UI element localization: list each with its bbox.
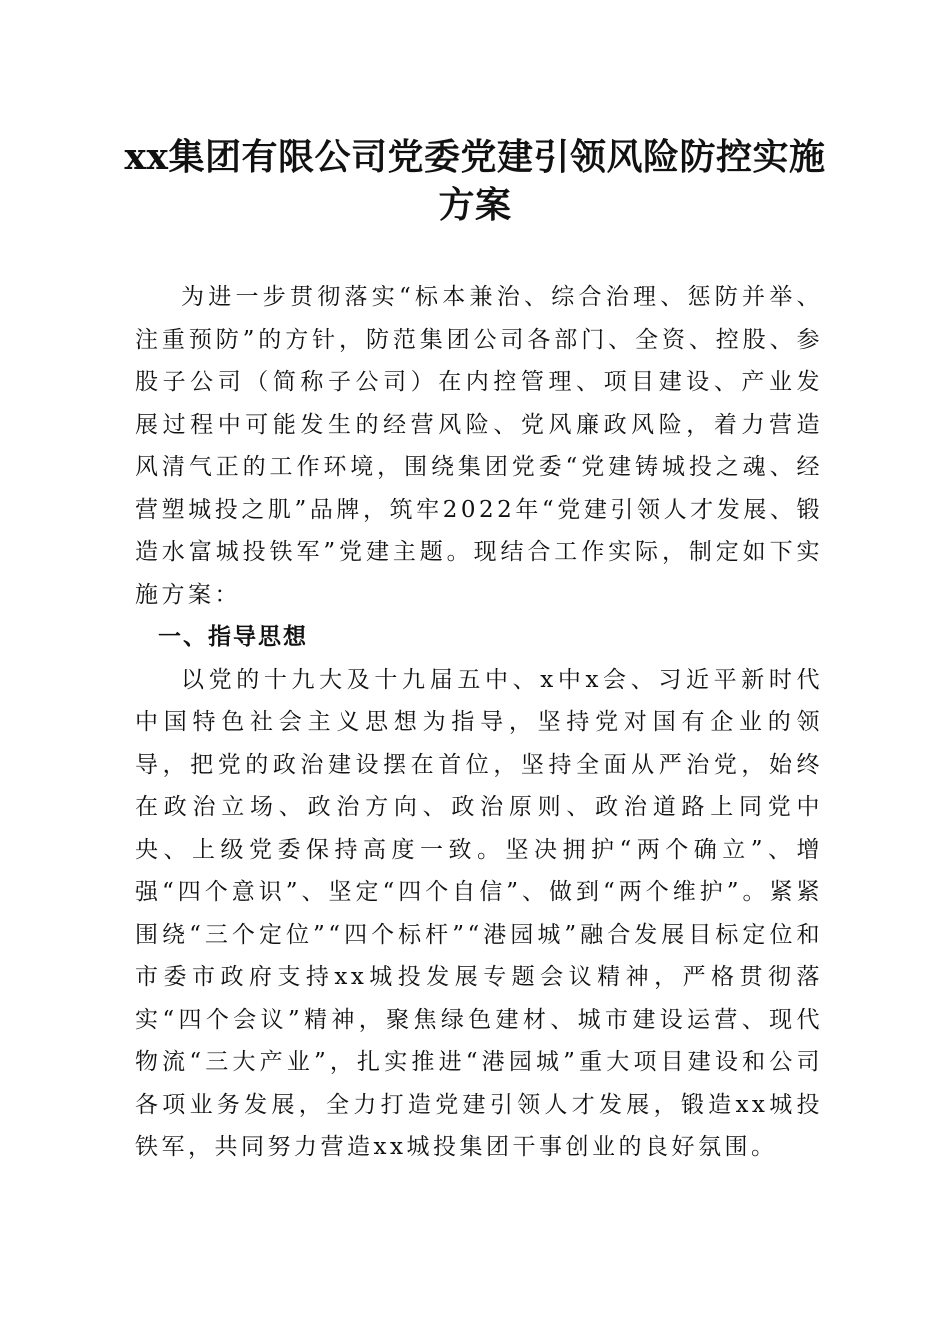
document-title-line-1: xx集团有限公司党委党建引领风险防控实施	[124, 136, 826, 178]
intro-paragraph: 为进一步贯彻落实“标本兼治、综合治理、惩防并举、注重预防”的方针，防范集团公司各部门、全资、控股、参股子公司（简称子公司）在内控管理、项目建设、产业发展过程中可能发生的经营风险、党风廉政风险，着力营造风清气正的工作环境，围绕集团党委“党建铸城投之魂、经营塑城投之肌”品牌，筑牢2022年“党建引领人才发展、锻造水富城投铁军”党建主题。现结合工作实际，制定如下实施方案：	[135, 284, 823, 608]
document-title	[100, 133, 850, 229]
section-1-paragraph: 以党的十九大及十九届五中、x中x会、习近平新时代中国特色社会主义思想为指导，坚持党对国有企业的领导，把党的政治建设摆在首位，坚持全面从严治党，始终在政治立场、政治方向、政治原则、政治道路上同党中央、上级党委保持高度一致。坚决拥护“两个确立”、增强“四个意识”、坚定“四个自信”、做到“两个维护”。紧紧围绕“三个定位”“四个标杆”“港园城”融合发展目标定位和市委市政府支持xx城投发展专题会议精神，严格贯彻落实“四个会议”精神，聚焦绿色建材、城市建设运营、现代物流“三大产业”，扎实推进“港园城”重大项目建设和公司各项业务发展，全力打造党建引领人才发展，锻造xx城投铁军，共同努力营造xx城投集团干事创业的良好氛围。	[135, 666, 823, 1160]
document-title-line-2: 方案	[438, 184, 512, 226]
section-1-heading: 一、指导思想	[158, 624, 308, 650]
document-body	[135, 276, 823, 1169]
